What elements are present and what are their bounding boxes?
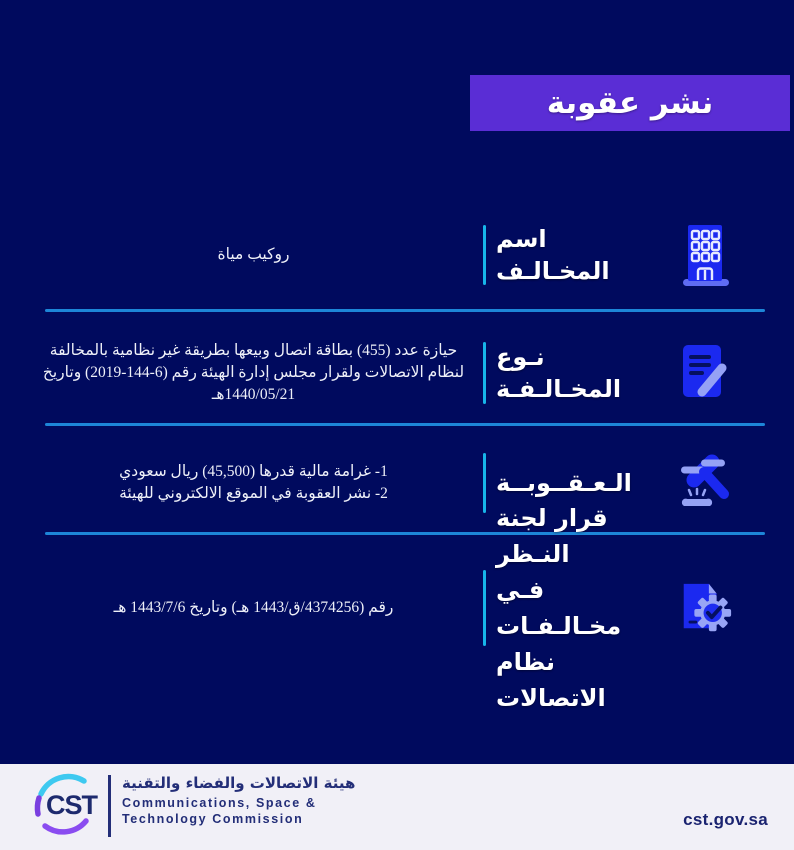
document-pen-icon bbox=[676, 342, 734, 404]
footer bbox=[0, 764, 794, 850]
violation-type-value: حيازة عدد (455) بطاقة اتصال وبيعها بطريقة غير نظامية بالمخالفة لنظام الاتصالات ولقرار مجلس إدارة الهيئة رقم (6-144-2019) وتاريخ 1440/05/21هـ bbox=[42, 341, 465, 403]
banner bbox=[470, 75, 790, 131]
building-icon bbox=[676, 222, 734, 288]
section-divider bbox=[45, 309, 765, 312]
gavel-icon bbox=[676, 452, 734, 514]
decision-document-icon bbox=[676, 575, 734, 641]
violator-name-value: روكيب مياة bbox=[217, 246, 290, 263]
footer-website: cst.gov.sa bbox=[683, 810, 768, 829]
banner-title: نشر عقوبة bbox=[546, 85, 714, 121]
violator-name-label: اسم المخـالـف bbox=[496, 225, 610, 285]
cst-logo-text: CST bbox=[46, 790, 97, 820]
footer-title-english: Communications, Space & Technology Commission bbox=[122, 796, 317, 826]
penalty-label: الـعـقــوبــة bbox=[496, 469, 632, 497]
cst-logo bbox=[32, 772, 102, 838]
violation-type-label: نـوع المخـالـفـة bbox=[496, 342, 622, 403]
decision-label: قرار لجنة النـظر فـي مخـالـفـات نظام الاتصالات bbox=[496, 503, 622, 712]
row-committee-decision bbox=[30, 503, 734, 712]
penalty-value: 1- غرامة مالية قدرها (45,500) ريال سعودي 2- نشر العقوبة في الموقع الالكتروني للهيئة bbox=[119, 463, 388, 502]
decision-value: رقم (4374256/ق/1443 هـ) وتاريخ 1443/7/6 هـ bbox=[113, 598, 394, 616]
row-violator-name bbox=[30, 215, 734, 295]
section-divider bbox=[45, 423, 765, 426]
footer-divider bbox=[108, 775, 111, 837]
row-violation-type bbox=[30, 330, 734, 415]
footer-text-block bbox=[122, 774, 355, 827]
footer-title-arabic: هيئة الاتصالات والفضاء والتقنية bbox=[122, 774, 356, 792]
